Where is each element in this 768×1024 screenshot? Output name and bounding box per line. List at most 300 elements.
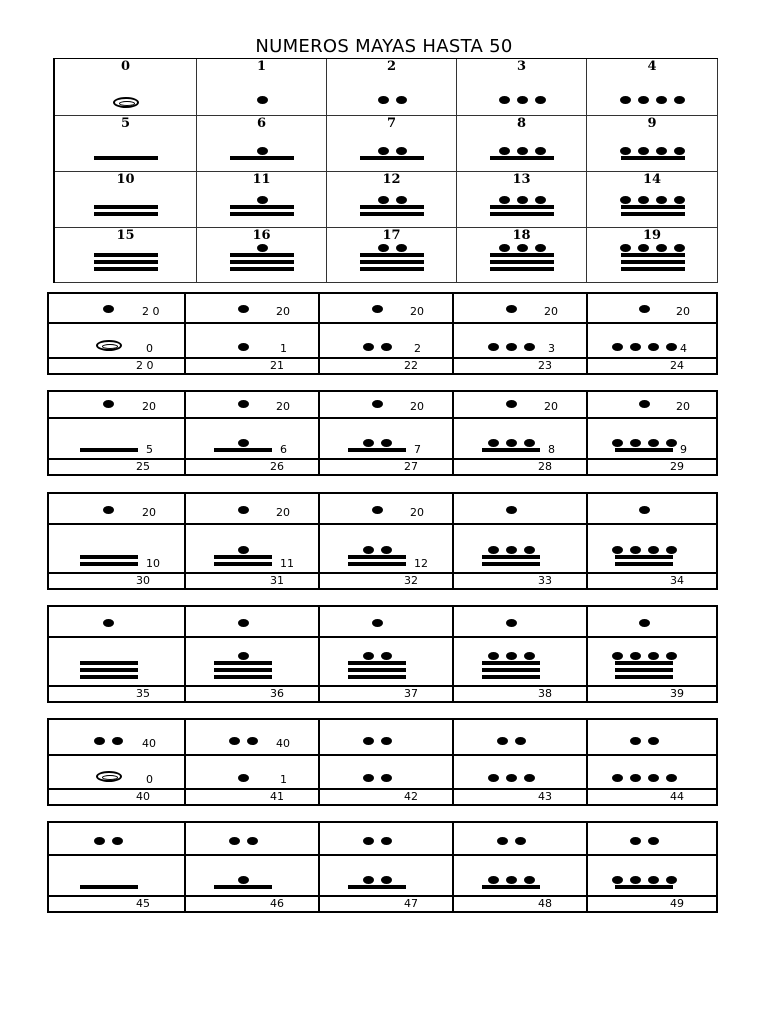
bar-five-icon — [490, 260, 554, 264]
total-value-label: 34 — [670, 574, 684, 587]
dot-one-icon — [648, 774, 659, 782]
total-value-label: 30 — [136, 574, 150, 587]
dot-one-icon — [648, 737, 659, 745]
row-divider — [49, 523, 716, 525]
bar-five-icon — [615, 675, 673, 679]
dot-one-icon — [535, 244, 546, 252]
bar-five-icon — [348, 448, 406, 452]
dot-one-icon — [639, 305, 650, 313]
total-value-label: 43 — [538, 790, 552, 803]
number-block — [47, 718, 718, 806]
dot-one-icon — [638, 244, 649, 252]
bar-five-icon — [348, 668, 406, 672]
bar-five-icon — [621, 205, 685, 209]
number-block — [47, 821, 718, 913]
column-divider — [184, 720, 186, 804]
bar-five-icon — [80, 661, 138, 665]
bar-five-icon — [482, 661, 540, 665]
dot-one-icon — [506, 774, 517, 782]
bar-five-icon — [482, 555, 540, 559]
number-label: 13 — [512, 172, 531, 187]
total-value-label: 31 — [270, 574, 284, 587]
bar-five-icon — [230, 267, 294, 271]
dot-one-icon — [656, 147, 667, 155]
dot-one-icon — [674, 96, 685, 104]
bar-five-icon — [360, 260, 424, 264]
dot-one-icon — [674, 196, 685, 204]
bar-five-icon — [490, 212, 554, 216]
bar-five-icon — [94, 267, 158, 271]
bar-five-icon — [621, 212, 685, 216]
dot-one-icon — [639, 400, 650, 408]
upper-value-label: 20 — [410, 400, 424, 413]
dot-one-icon — [666, 343, 677, 351]
dot-one-icon — [238, 305, 249, 313]
bar-five-icon — [94, 253, 158, 257]
dot-one-icon — [238, 546, 249, 554]
dot-one-icon — [238, 400, 249, 408]
dot-one-icon — [612, 546, 623, 554]
dot-one-icon — [674, 244, 685, 252]
bar-five-icon — [94, 212, 158, 216]
upper-value-label: 20 — [676, 305, 690, 318]
column-divider — [586, 294, 588, 373]
bar-five-icon — [615, 885, 673, 889]
dot-one-icon — [639, 619, 650, 627]
lower-value-label: 2 — [414, 342, 421, 355]
dot-one-icon — [666, 546, 677, 554]
bar-five-icon — [214, 885, 272, 889]
bar-five-icon — [360, 253, 424, 257]
dot-one-icon — [620, 96, 631, 104]
upper-value-label: 20 — [276, 400, 290, 413]
total-value-label: 36 — [270, 687, 284, 700]
column-divider — [184, 294, 186, 373]
row-divider — [49, 854, 716, 856]
dot-one-icon — [257, 96, 268, 104]
total-value-label: 21 — [270, 359, 284, 372]
bar-five-icon — [348, 885, 406, 889]
upper-value-label: 2 0 — [142, 305, 160, 318]
bar-five-icon — [621, 260, 685, 264]
dot-one-icon — [238, 506, 249, 514]
dot-one-icon — [103, 506, 114, 514]
dot-one-icon — [112, 737, 123, 745]
dot-one-icon — [396, 96, 407, 104]
number-label: 7 — [386, 116, 397, 131]
dot-one-icon — [666, 876, 677, 884]
upper-value-label: 20 — [676, 400, 690, 413]
dot-one-icon — [506, 439, 517, 447]
dot-one-icon — [630, 737, 641, 745]
table-cell — [327, 172, 457, 228]
lower-value-label: 5 — [146, 443, 153, 456]
dot-one-icon — [229, 737, 240, 745]
column-divider — [452, 294, 454, 373]
total-value-label: 44 — [670, 790, 684, 803]
total-value-label: 23 — [538, 359, 552, 372]
total-value-label: 45 — [136, 897, 150, 910]
number-label: 18 — [512, 228, 531, 243]
total-value-label: 49 — [670, 897, 684, 910]
dot-one-icon — [535, 96, 546, 104]
table-cell — [197, 59, 327, 116]
upper-value-label: 20 — [410, 506, 424, 519]
dot-one-icon — [396, 244, 407, 252]
dot-one-icon — [506, 652, 517, 660]
number-label: 3 — [516, 59, 527, 74]
column-divider — [452, 823, 454, 911]
dot-one-icon — [488, 439, 499, 447]
total-value-label: 29 — [670, 460, 684, 473]
bar-five-icon — [94, 156, 158, 160]
table-cell — [587, 59, 718, 116]
dot-one-icon — [524, 546, 535, 554]
dot-one-icon — [103, 400, 114, 408]
bar-five-icon — [348, 675, 406, 679]
dot-one-icon — [372, 506, 383, 514]
bar-five-icon — [490, 156, 554, 160]
dot-one-icon — [515, 837, 526, 845]
dot-one-icon — [630, 546, 641, 554]
dot-one-icon — [363, 439, 374, 447]
dot-one-icon — [363, 774, 374, 782]
lower-value-label: 12 — [414, 557, 428, 570]
bar-five-icon — [80, 448, 138, 452]
dot-one-icon — [247, 837, 258, 845]
bar-five-icon — [230, 212, 294, 216]
bar-five-icon — [482, 885, 540, 889]
dot-one-icon — [363, 876, 374, 884]
table-cell — [457, 172, 587, 228]
lower-value-label: 10 — [146, 557, 160, 570]
dot-one-icon — [363, 737, 374, 745]
dot-one-icon — [630, 652, 641, 660]
dot-one-icon — [638, 196, 649, 204]
bar-five-icon — [621, 156, 685, 160]
bar-five-icon — [230, 253, 294, 257]
dot-one-icon — [497, 737, 508, 745]
dot-one-icon — [499, 147, 510, 155]
dot-one-icon — [517, 244, 528, 252]
column-divider — [184, 823, 186, 911]
lower-value-label: 8 — [548, 443, 555, 456]
dot-one-icon — [656, 96, 667, 104]
lower-value-label: 11 — [280, 557, 294, 570]
dot-one-icon — [378, 244, 389, 252]
bar-five-icon — [615, 668, 673, 672]
dot-one-icon — [524, 774, 535, 782]
dot-one-icon — [363, 652, 374, 660]
lower-value-label: 1 — [280, 773, 287, 786]
dot-one-icon — [648, 876, 659, 884]
upper-value-label: 40 — [276, 737, 290, 750]
dot-one-icon — [94, 837, 105, 845]
maya-numbers-table-0-19 — [53, 58, 718, 283]
dot-one-icon — [499, 244, 510, 252]
bar-five-icon — [490, 267, 554, 271]
row-divider — [49, 754, 716, 756]
dot-one-icon — [506, 546, 517, 554]
table-cell — [197, 116, 327, 172]
number-label: 12 — [382, 172, 401, 187]
bar-five-icon — [214, 555, 272, 559]
dot-one-icon — [488, 876, 499, 884]
number-block — [47, 292, 718, 375]
bar-five-icon — [230, 156, 294, 160]
dot-one-icon — [524, 343, 535, 351]
dot-one-icon — [378, 96, 389, 104]
dot-one-icon — [257, 147, 268, 155]
total-value-label: 47 — [404, 897, 418, 910]
bar-five-icon — [230, 260, 294, 264]
upper-value-label: 20 — [142, 506, 156, 519]
dot-one-icon — [238, 652, 249, 660]
bar-five-icon — [214, 668, 272, 672]
dot-one-icon — [517, 96, 528, 104]
dot-one-icon — [381, 343, 392, 351]
total-value-label: 42 — [404, 790, 418, 803]
column-divider — [452, 392, 454, 474]
dot-one-icon — [630, 439, 641, 447]
number-label: 6 — [256, 116, 267, 131]
number-label: 15 — [116, 228, 135, 243]
upper-value-label: 20 — [544, 305, 558, 318]
bar-five-icon — [214, 562, 272, 566]
number-label: 2 — [386, 59, 397, 74]
number-block — [47, 390, 718, 476]
dot-one-icon — [381, 737, 392, 745]
bar-five-icon — [80, 562, 138, 566]
dot-one-icon — [638, 96, 649, 104]
table-cell — [55, 172, 197, 228]
dot-one-icon — [666, 439, 677, 447]
column-divider — [318, 720, 320, 804]
bar-five-icon — [621, 267, 685, 271]
shell-zero-icon — [96, 771, 122, 782]
number-label: 5 — [120, 116, 131, 131]
bar-five-icon — [348, 661, 406, 665]
table-cell — [327, 59, 457, 116]
upper-value-label: 20 — [544, 400, 558, 413]
dot-one-icon — [674, 147, 685, 155]
table-cell — [197, 228, 327, 283]
dot-one-icon — [372, 305, 383, 313]
dot-one-icon — [630, 774, 641, 782]
dot-one-icon — [488, 652, 499, 660]
row-divider — [49, 636, 716, 638]
bar-five-icon — [80, 555, 138, 559]
bar-five-icon — [360, 212, 424, 216]
table-cell — [587, 228, 718, 283]
total-value-label: 39 — [670, 687, 684, 700]
number-label: 14 — [642, 172, 662, 187]
dot-one-icon — [238, 439, 249, 447]
lower-value-label: 9 — [680, 443, 687, 456]
dot-one-icon — [620, 196, 631, 204]
table-cell — [197, 172, 327, 228]
number-label: 4 — [647, 59, 657, 74]
dot-one-icon — [229, 837, 240, 845]
number-label: 1 — [256, 59, 267, 74]
number-label: 16 — [252, 228, 271, 243]
dot-one-icon — [363, 546, 374, 554]
dot-one-icon — [499, 196, 510, 204]
dot-one-icon — [620, 147, 631, 155]
dot-one-icon — [612, 774, 623, 782]
dot-one-icon — [515, 737, 526, 745]
total-value-label: 40 — [136, 790, 150, 803]
column-divider — [318, 294, 320, 373]
shell-zero-icon — [113, 97, 139, 108]
total-value-label: 24 — [670, 359, 684, 372]
dot-one-icon — [488, 546, 499, 554]
dot-one-icon — [648, 652, 659, 660]
number-label: 8 — [516, 116, 527, 131]
bar-five-icon — [482, 675, 540, 679]
dot-one-icon — [524, 652, 535, 660]
dot-one-icon — [381, 774, 392, 782]
bar-five-icon — [360, 267, 424, 271]
dot-one-icon — [103, 619, 114, 627]
dot-one-icon — [506, 400, 517, 408]
bar-five-icon — [490, 253, 554, 257]
total-value-label: 27 — [404, 460, 418, 473]
upper-value-label: 20 — [276, 506, 290, 519]
column-divider — [318, 823, 320, 911]
dot-one-icon — [372, 400, 383, 408]
dot-one-icon — [612, 876, 623, 884]
dot-one-icon — [112, 837, 123, 845]
dot-one-icon — [620, 244, 631, 252]
bar-five-icon — [621, 253, 685, 257]
dot-one-icon — [499, 96, 510, 104]
dot-one-icon — [396, 147, 407, 155]
total-value-label: 35 — [136, 687, 150, 700]
dot-one-icon — [378, 147, 389, 155]
dot-one-icon — [506, 619, 517, 627]
dot-one-icon — [639, 506, 650, 514]
bar-five-icon — [230, 205, 294, 209]
bar-five-icon — [214, 661, 272, 665]
dot-one-icon — [381, 876, 392, 884]
bar-five-icon — [348, 555, 406, 559]
table-cell — [457, 228, 587, 283]
number-label: 9 — [647, 116, 657, 131]
page-title: NUMEROS MAYAS HASTA 50 — [255, 36, 513, 57]
dot-one-icon — [506, 506, 517, 514]
dot-one-icon — [517, 147, 528, 155]
dot-one-icon — [666, 652, 677, 660]
bar-five-icon — [615, 448, 673, 452]
dot-one-icon — [666, 774, 677, 782]
dot-one-icon — [396, 196, 407, 204]
total-value-label: 32 — [404, 574, 418, 587]
lower-value-label: 0 — [146, 342, 153, 355]
bar-five-icon — [94, 205, 158, 209]
table-cell — [55, 116, 197, 172]
total-value-label: 28 — [538, 460, 552, 473]
table-cell — [55, 59, 197, 116]
dot-one-icon — [612, 343, 623, 351]
lower-value-label: 0 — [146, 773, 153, 786]
row-divider — [49, 417, 716, 419]
bar-five-icon — [214, 675, 272, 679]
lower-value-label: 4 — [680, 342, 687, 355]
dot-one-icon — [535, 196, 546, 204]
bar-five-icon — [348, 562, 406, 566]
total-value-label: 2 0 — [136, 359, 154, 372]
number-label: 17 — [382, 228, 401, 243]
total-value-label: 33 — [538, 574, 552, 587]
total-value-label: 48 — [538, 897, 552, 910]
lower-value-label: 1 — [280, 342, 287, 355]
dot-one-icon — [257, 244, 268, 252]
total-value-label: 22 — [404, 359, 418, 372]
dot-one-icon — [238, 876, 249, 884]
bar-five-icon — [214, 448, 272, 452]
bar-five-icon — [80, 675, 138, 679]
bar-five-icon — [482, 448, 540, 452]
dot-one-icon — [656, 196, 667, 204]
dot-one-icon — [257, 196, 268, 204]
lower-value-label: 6 — [280, 443, 287, 456]
dot-one-icon — [372, 619, 383, 627]
bar-five-icon — [80, 668, 138, 672]
total-value-label: 46 — [270, 897, 284, 910]
dot-one-icon — [378, 196, 389, 204]
total-value-label: 41 — [270, 790, 284, 803]
number-block — [47, 605, 718, 703]
dot-one-icon — [648, 439, 659, 447]
table-cell — [457, 59, 587, 116]
lower-value-label: 3 — [548, 342, 555, 355]
dot-one-icon — [524, 876, 535, 884]
total-value-label: 26 — [270, 460, 284, 473]
dot-one-icon — [630, 876, 641, 884]
dot-one-icon — [381, 546, 392, 554]
bar-five-icon — [615, 555, 673, 559]
bar-five-icon — [94, 260, 158, 264]
column-divider — [586, 392, 588, 474]
dot-one-icon — [535, 147, 546, 155]
dot-one-icon — [506, 876, 517, 884]
dot-one-icon — [506, 343, 517, 351]
dot-one-icon — [238, 343, 249, 351]
dot-one-icon — [648, 546, 659, 554]
table-cell — [587, 116, 718, 172]
dot-one-icon — [648, 837, 659, 845]
dot-one-icon — [517, 196, 528, 204]
number-block — [47, 492, 718, 590]
dot-one-icon — [524, 439, 535, 447]
shell-zero-icon — [96, 340, 122, 351]
column-divider — [184, 392, 186, 474]
dot-one-icon — [238, 619, 249, 627]
dot-one-icon — [648, 343, 659, 351]
bar-five-icon — [360, 205, 424, 209]
table-cell — [55, 228, 197, 283]
bar-five-icon — [615, 661, 673, 665]
table-cell — [327, 116, 457, 172]
upper-value-label: 40 — [142, 737, 156, 750]
table-cell — [587, 172, 718, 228]
dot-one-icon — [363, 837, 374, 845]
dot-one-icon — [381, 652, 392, 660]
dot-one-icon — [488, 343, 499, 351]
dot-one-icon — [638, 147, 649, 155]
number-label: 0 — [120, 59, 131, 74]
